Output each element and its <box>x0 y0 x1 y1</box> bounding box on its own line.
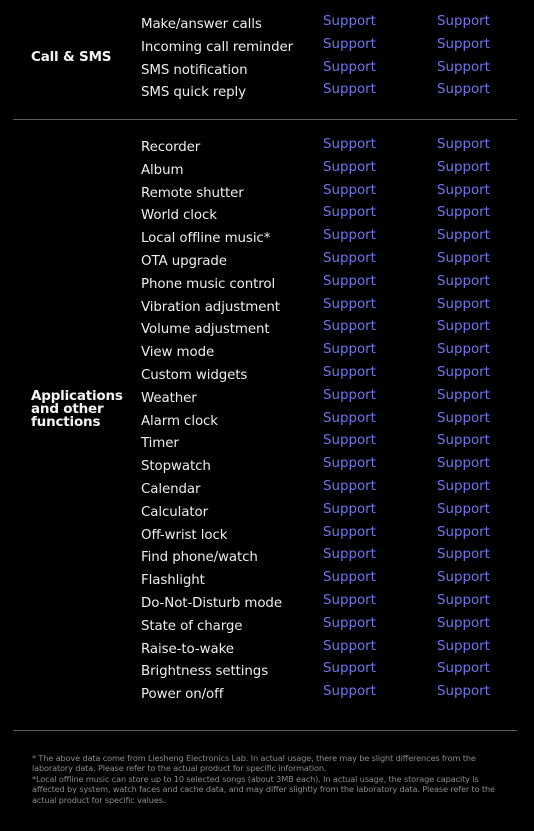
support-cell: Support <box>437 14 490 29</box>
support-cell: Support <box>323 296 376 312</box>
support-cell: Support <box>437 342 490 358</box>
feature-name: Power on/off <box>141 687 224 703</box>
support-cell: Support <box>437 82 490 98</box>
support-cell: Support <box>437 273 490 289</box>
section-divider <box>13 730 517 731</box>
support-cell: Support <box>323 615 376 631</box>
support-cell: Support <box>323 342 376 358</box>
feature-name: Phone music control <box>141 276 276 292</box>
feature-name: Calendar <box>141 482 201 497</box>
support-cell: Support <box>437 547 490 563</box>
support-cell: Support <box>437 661 490 677</box>
feature-name: Album <box>141 162 184 178</box>
support-cell: Support <box>323 684 376 700</box>
feature-name: Alarm clock <box>141 413 218 429</box>
support-cell: Support <box>323 182 376 198</box>
support-cell: Support <box>323 251 376 266</box>
support-cell: Support <box>323 456 376 472</box>
support-cell: Support <box>437 410 490 426</box>
support-cell: Support <box>323 59 376 75</box>
support-cell: Support <box>323 570 376 586</box>
support-cell: Support <box>437 524 490 540</box>
table-row <box>0 82 534 108</box>
feature-name: Recorder <box>141 140 201 155</box>
support-cell: Support <box>323 137 376 152</box>
feature-name: SMS quick reply <box>141 85 246 101</box>
footnote: * The above data come from Liesheng Electronics Lab. In actual usage, there may be slight differences from the laboratory data. Please refer to the actual product for specific information. <box>32 753 476 774</box>
support-cell: Support <box>437 593 490 608</box>
support-cell: Support <box>437 570 490 586</box>
support-cell: Support <box>323 36 376 52</box>
feature-name: Off-wrist lock <box>141 527 228 543</box>
feature-name: Weather <box>141 390 197 406</box>
feature-name: Timer <box>141 436 179 452</box>
footnote: *Local offline music can store up to 10 selected songs (about 3MB each). In actual usage, the storage capacity is affected by system, watch faces and cache data, and may differ slightly from the laboratory data. Please refer to the actual product for specific values. <box>32 773 495 805</box>
support-cell: Support <box>437 137 490 152</box>
support-cell: Support <box>323 14 376 29</box>
support-cell: Support <box>437 319 490 335</box>
feature-name: Incoming call reminder <box>141 39 294 55</box>
feature-name: Remote shutter <box>141 185 244 201</box>
support-cell: Support <box>323 82 376 98</box>
feature-name: Make/answer calls <box>141 17 262 32</box>
support-cell: Support <box>437 36 490 52</box>
support-cell: Support <box>323 159 376 175</box>
feature-name: Do-Not-Disturb mode <box>141 596 282 611</box>
support-cell: Support <box>323 547 376 563</box>
support-cell: Support <box>323 205 376 221</box>
feature-name: Custom widgets <box>141 368 248 383</box>
support-cell: Support <box>323 433 376 449</box>
category-label: Call & SMS <box>31 49 112 65</box>
support-cell: Support <box>323 638 376 654</box>
feature-name: Brightness settings <box>141 664 269 680</box>
support-cell: Support <box>437 501 490 517</box>
support-cell: Support <box>323 593 376 608</box>
support-cell: Support <box>437 365 490 380</box>
support-cell: Support <box>323 387 376 403</box>
support-cell: Support <box>323 273 376 289</box>
support-cell: Support <box>323 524 376 540</box>
feature-name: World clock <box>141 208 217 224</box>
support-cell: Support <box>323 410 376 426</box>
feature-name: Stopwatch <box>141 459 211 475</box>
support-cell: Support <box>437 615 490 631</box>
feature-name: Volume adjustment <box>141 322 270 338</box>
support-cell: Support <box>437 251 490 266</box>
support-cell: Support <box>437 456 490 472</box>
feature-name: Find phone/watch <box>141 550 258 566</box>
support-cell: Support <box>437 205 490 221</box>
support-cell: Support <box>323 479 376 494</box>
feature-name: Raise-to-wake <box>141 641 234 657</box>
feature-name: Local offline music* <box>141 231 271 247</box>
feature-name: Flashlight <box>141 573 205 589</box>
table-row <box>0 684 534 710</box>
section-divider <box>13 119 517 120</box>
support-cell: Support <box>437 479 490 494</box>
support-cell: Support <box>437 296 490 312</box>
category-label: Applications and other functions <box>31 388 123 430</box>
feature-name: Calculator <box>141 504 208 520</box>
support-cell: Support <box>437 228 490 244</box>
feature-name: OTA upgrade <box>141 254 227 269</box>
footnotes <box>32 753 502 805</box>
feature-name: SMS notification <box>141 62 248 78</box>
support-cell: Support <box>323 501 376 517</box>
feature-name: View mode <box>141 345 215 361</box>
support-cell: Support <box>437 59 490 75</box>
support-cell: Support <box>323 661 376 677</box>
support-cell: Support <box>323 319 376 335</box>
support-cell: Support <box>437 433 490 449</box>
support-cell: Support <box>437 182 490 198</box>
support-cell: Support <box>437 159 490 175</box>
feature-name: State of charge <box>141 618 243 634</box>
support-cell: Support <box>323 365 376 380</box>
support-cell: Support <box>437 387 490 403</box>
support-cell: Support <box>437 638 490 654</box>
feature-name: Vibration adjustment <box>141 299 280 315</box>
support-cell: Support <box>437 684 490 700</box>
support-cell: Support <box>323 228 376 244</box>
